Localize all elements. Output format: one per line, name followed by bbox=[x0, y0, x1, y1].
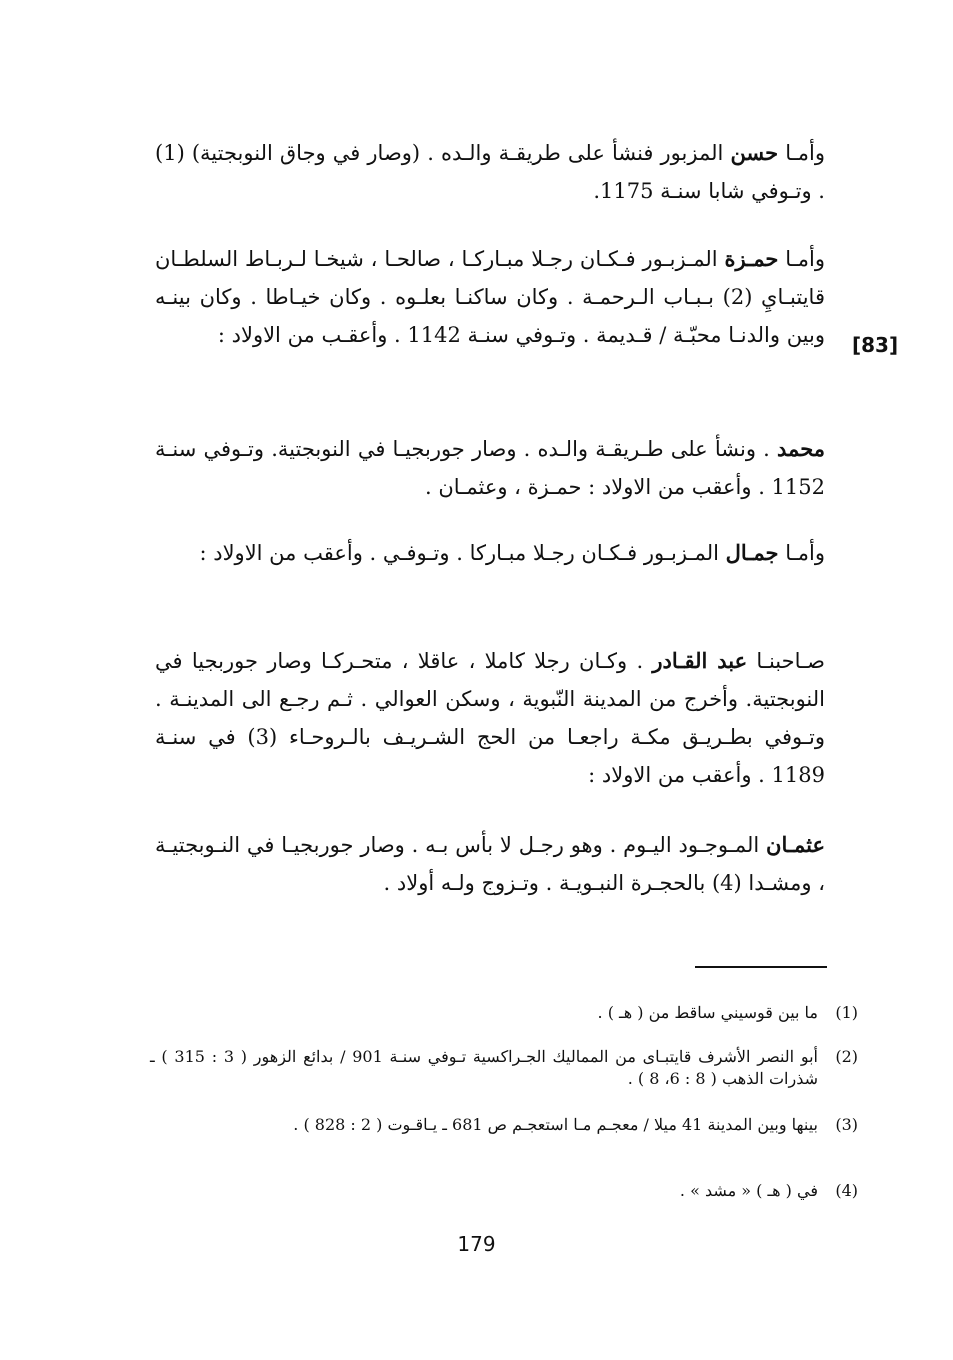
paragraph-text: المـزبـور فـكـان رجـلا مبـاركا . وتـوفـي . وأعقب من الاولاد : bbox=[199, 541, 726, 565]
footnote-4 bbox=[150, 1180, 858, 1202]
footnote-2 bbox=[150, 1046, 858, 1090]
paragraph-hamza bbox=[155, 240, 825, 354]
paragraph-text: . وكـان رجلا كاملا ، عاقلا ، متحـركـا وصار جوربجيا في النوبجتية. وأخرج من المدينة النّبوية ، وسكن العوالي . ثـم رجـع الى المدينـة . وتـوفي بطـريـق مكـة راجعـا من الحج الشـريـف بالـروحـاء (3) في سنـة 1189 . وأعقب من الاولاد : bbox=[155, 649, 825, 787]
paragraph-text: المـزبـور فـكـان رجـلا مبـاركـا ، صالحـا ، شيخـا لـربـاط السلطـان قايتبـايِ (2) بـبـاب الـرحمـة . وكان ساكنـا بعلـوه . وكان خيـاطا . وكان بينـه وبين والدنـا محبّـة / قـديمة . وتـوفي سنـة 1142 . وأعقـب من الاولاد : bbox=[155, 247, 825, 347]
paragraph-name: عثمـان bbox=[766, 832, 825, 857]
paragraph-text: المزبور فنشأ على طريقـة والـده . (وصار في وجاق النوبجتية) (1) . وتـوفي شابا سنـة 1175. bbox=[155, 141, 825, 203]
footnote-number: (2) bbox=[835, 1047, 858, 1066]
paragraph-lead: وأمـا bbox=[778, 541, 825, 565]
footnote-separator bbox=[695, 966, 827, 968]
paragraph-hasan bbox=[155, 134, 825, 210]
paragraph-name: حمـزة bbox=[724, 246, 779, 271]
footnote-3 bbox=[150, 1114, 858, 1136]
paragraph-jamal bbox=[155, 534, 825, 572]
marginal-page-reference: [83] bbox=[852, 333, 899, 357]
paragraph-lead: وأمـا bbox=[778, 247, 825, 271]
footnote-number: (1) bbox=[835, 1003, 858, 1022]
footnote-text: في ( هـ ) « مشد » . bbox=[679, 1181, 818, 1200]
paragraph-name: عبد القـادر bbox=[652, 648, 748, 673]
paragraph-name: محمد bbox=[777, 436, 825, 461]
footnote-number: (4) bbox=[835, 1181, 858, 1200]
paragraph-abd-al-qadir bbox=[155, 642, 825, 794]
footnote-text: أبو النصر الأشرف قايتبـاى من المماليك الجـراكسية تـوفي سنـة 901 / بدائع الزهور ( 3 : 315 ) ـ شذرات الذهب ( 8 : 6، 8 ) . bbox=[150, 1047, 818, 1088]
footnote-1 bbox=[150, 1002, 858, 1024]
paragraph-uthman bbox=[155, 826, 825, 902]
paragraph-text: المـوجـود اليـوم . وهو رجـل لا بأس بـه . وصار جوربجيـا في النـوبجتيـة ، ومشـدا (4) بالحجـرة النبـويـة . وتـزوج ولـه أولاد . bbox=[155, 833, 825, 895]
footnote-text: بينها وبين المدينة 41 ميلا / معجـم مـا استعجـم ص 681 ـ يـاقـوت ( 2 : 828 ) . bbox=[293, 1115, 818, 1134]
paragraph-muhammad bbox=[155, 430, 825, 506]
footnote-number: (3) bbox=[835, 1115, 858, 1134]
page-number: 179 bbox=[457, 1232, 496, 1256]
paragraph-lead: وأمـا bbox=[778, 141, 826, 165]
paragraph-name: جمـال bbox=[725, 540, 779, 565]
paragraph-text: . ونشأ على طـريقـة والـده . وصار جوربجيـا في النوبجتية. وتـوفي سنـة 1152 . وأعقب من الاولاد : حمـزة ، وعثمـان . bbox=[155, 437, 825, 499]
paragraph-name: حسن bbox=[730, 140, 779, 165]
paragraph-lead: صـاحبنـا bbox=[747, 649, 825, 673]
footnote-text: ما بين قوسيني ساقط من ( هـ ) . bbox=[597, 1003, 818, 1022]
